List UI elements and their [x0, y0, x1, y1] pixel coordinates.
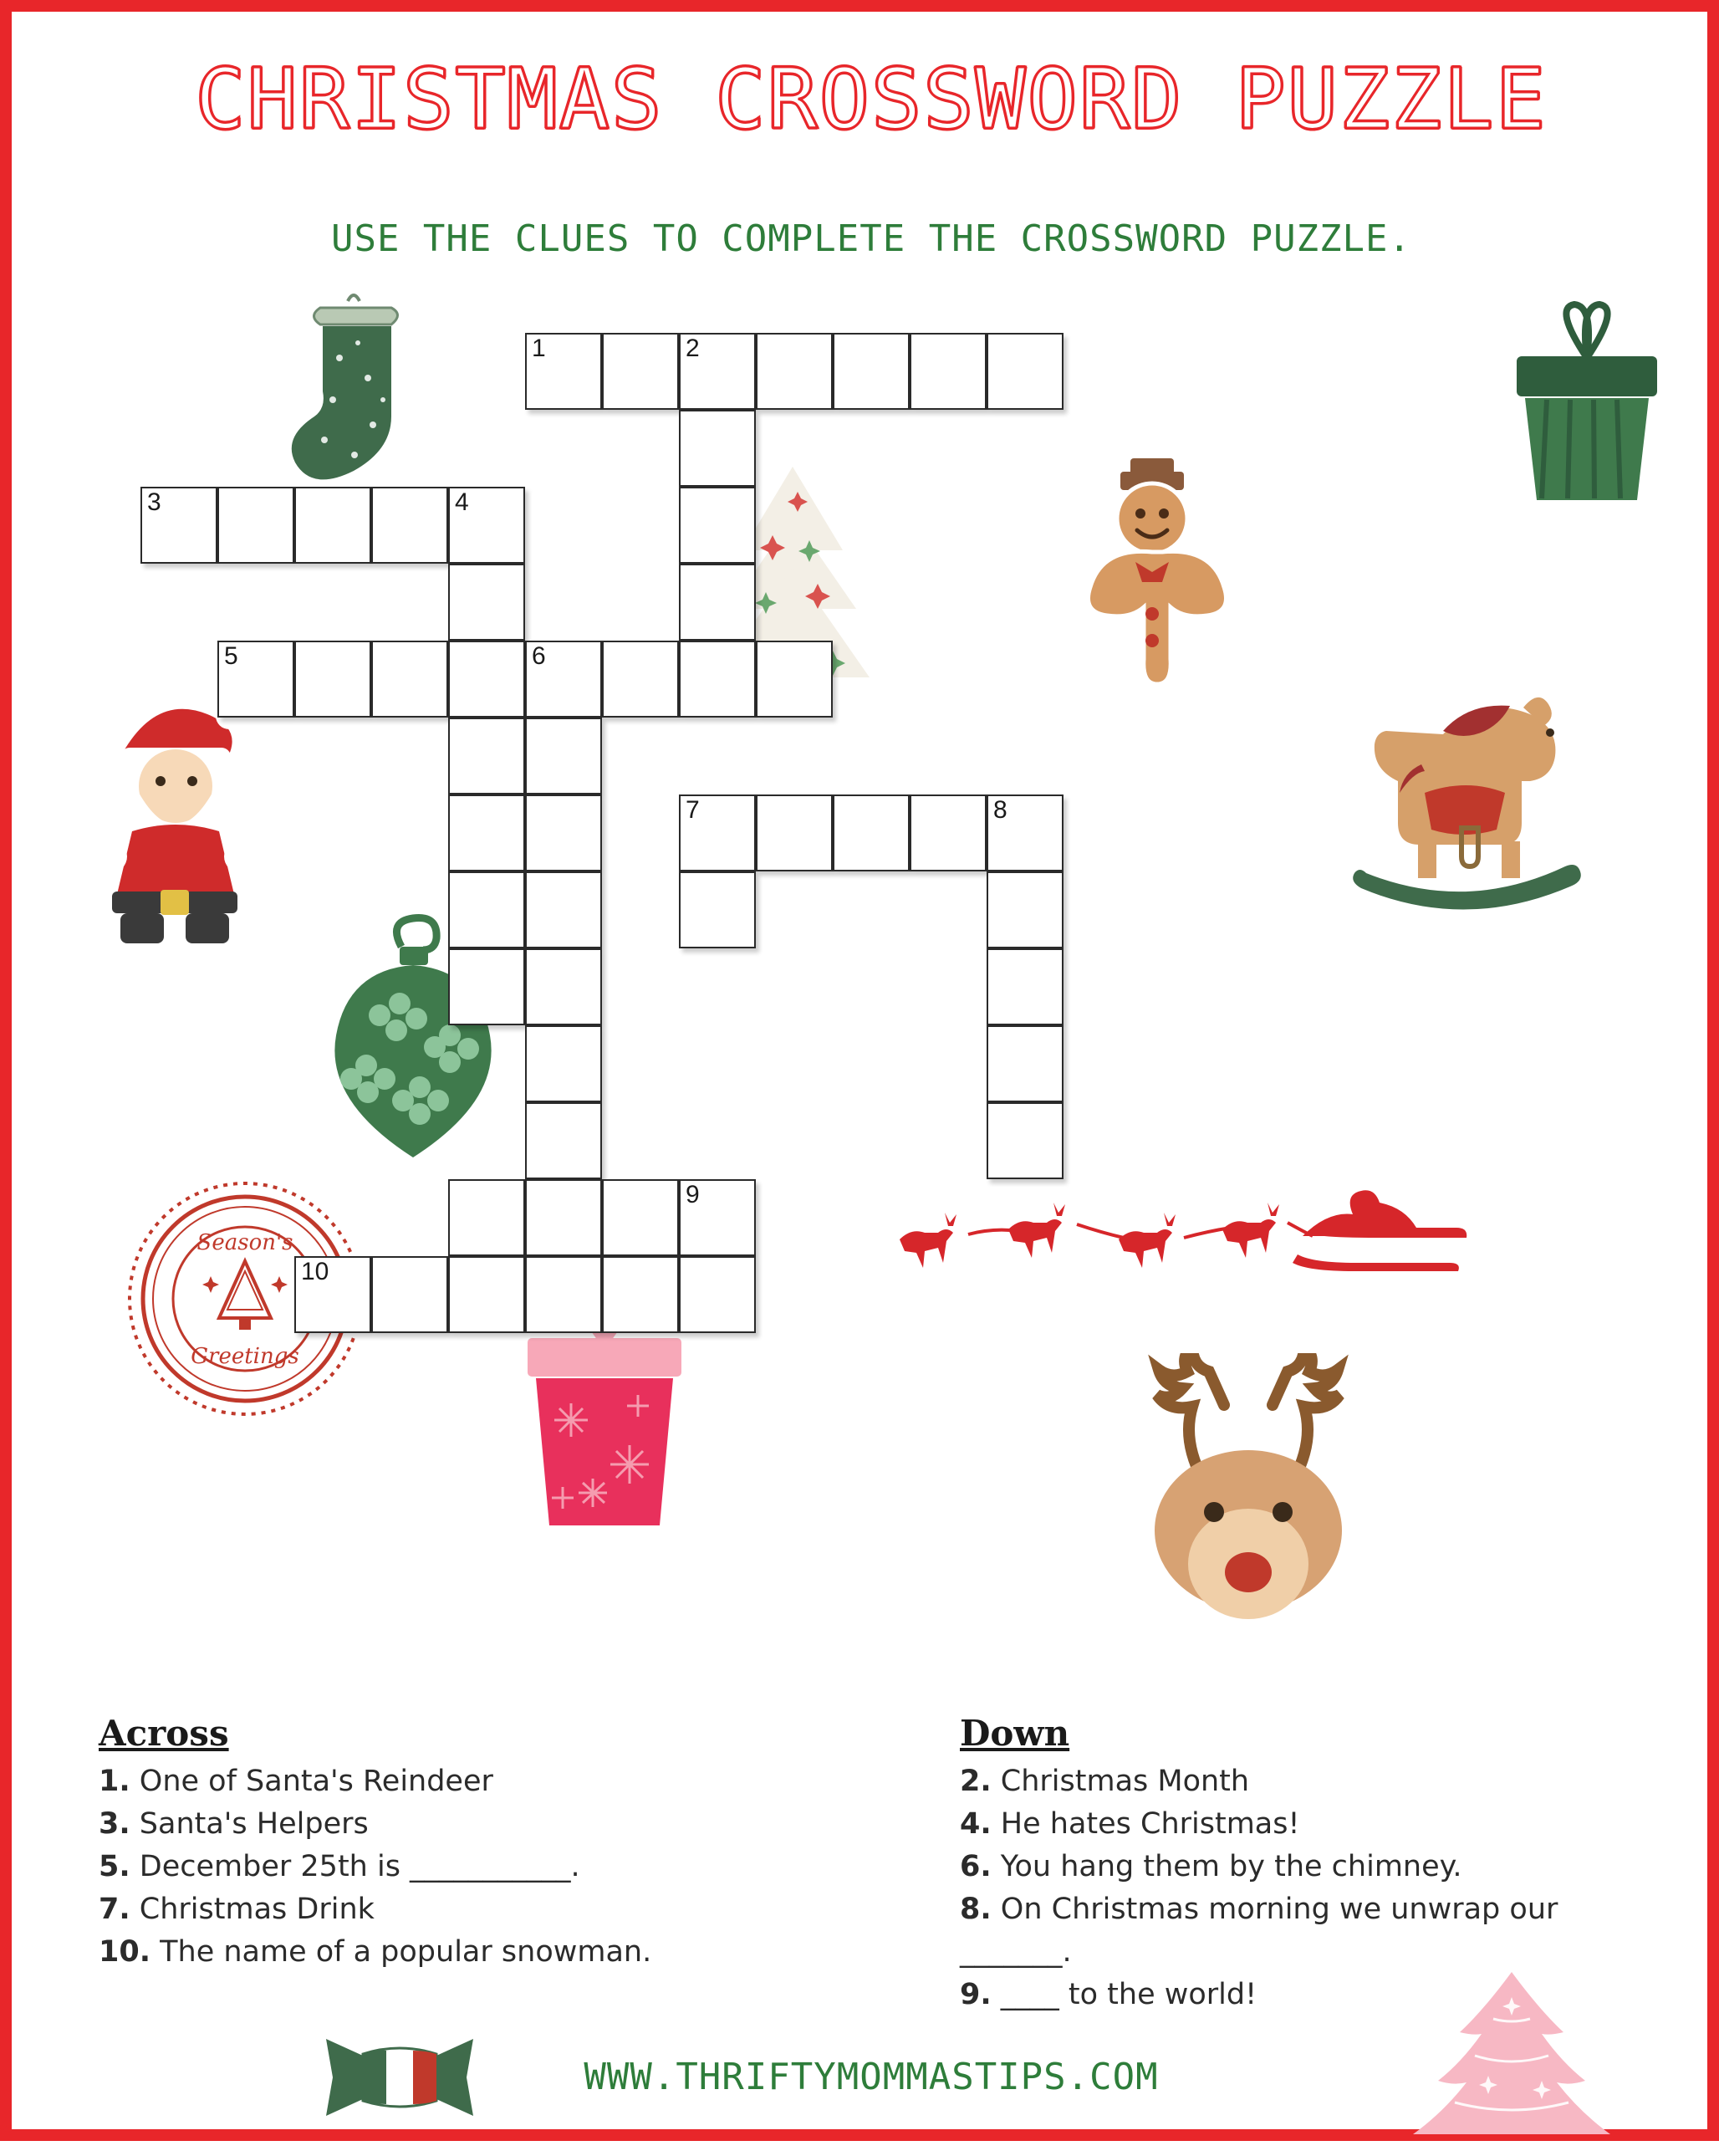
across-clue-list	[99, 1760, 851, 1974]
clue-item	[960, 1846, 1696, 1888]
crossword-cell[interactable]	[987, 1102, 1064, 1179]
crossword-cell[interactable]	[679, 641, 756, 718]
clue-text: He hates Christmas!	[991, 1807, 1300, 1841]
clue-text: Christmas Month	[991, 1765, 1250, 1798]
crossword-cell-3[interactable]	[140, 487, 217, 564]
crossword-cell[interactable]	[448, 718, 525, 794]
clues-section	[74, 1713, 1679, 2011]
crossword-cell[interactable]	[679, 564, 756, 641]
crossword-cell[interactable]	[602, 641, 679, 718]
crossword-cell[interactable]	[525, 871, 602, 948]
clue-text: Santa's Helpers	[130, 1807, 369, 1841]
crossword-cell[interactable]	[525, 1102, 602, 1179]
cell-number: 5	[224, 642, 238, 670]
crossword-cell[interactable]	[833, 333, 910, 410]
crossword-cell[interactable]	[987, 948, 1064, 1025]
clue-text: One of Santa's Reindeer	[130, 1765, 493, 1798]
crossword-cell[interactable]	[756, 794, 833, 871]
crossword-cell[interactable]	[756, 641, 833, 718]
crossword-cell[interactable]	[448, 1179, 525, 1256]
cell-number: 2	[686, 335, 700, 362]
crossword-cell[interactable]	[371, 487, 448, 564]
crossword-cell[interactable]	[679, 871, 756, 948]
crossword-cell-8[interactable]	[987, 794, 1064, 871]
cell-number: 1	[532, 335, 546, 362]
clue-item	[99, 1846, 851, 1888]
crossword-cell[interactable]	[987, 871, 1064, 948]
crossword-cell[interactable]	[448, 871, 525, 948]
crossword-cell-4[interactable]	[448, 487, 525, 564]
down-clues-column	[960, 1713, 1696, 2016]
clue-item	[960, 1888, 1696, 1931]
crossword-cell[interactable]	[833, 794, 910, 871]
crossword-grid[interactable]	[23, 23, 1719, 1729]
crossword-cell[interactable]	[910, 794, 987, 871]
clue-item	[99, 1760, 851, 1803]
crossword-cell[interactable]	[910, 333, 987, 410]
clue-number: 2.	[960, 1765, 992, 1798]
crossword-cell[interactable]	[525, 948, 602, 1025]
clue-number: 10.	[99, 1935, 151, 1969]
clue-number: 4.	[960, 1807, 992, 1841]
crossword-cell[interactable]	[679, 1256, 756, 1333]
crossword-cell-7[interactable]	[679, 794, 756, 871]
crossword-cell[interactable]	[371, 1256, 448, 1333]
clue-number: 7.	[99, 1893, 130, 1926]
crossword-cell-10[interactable]	[294, 1256, 371, 1333]
crossword-cell[interactable]	[448, 794, 525, 871]
clue-item	[99, 1803, 851, 1846]
cell-number: 9	[686, 1181, 700, 1208]
crossword-cell[interactable]	[525, 794, 602, 871]
crossword-cell[interactable]	[756, 333, 833, 410]
page-inner	[23, 23, 1719, 2141]
clue-text: December 25th is ___________.	[130, 1850, 580, 1883]
clue-text: ____ to the world!	[991, 1978, 1257, 2011]
crossword-cell[interactable]	[371, 641, 448, 718]
clue-number: 9.	[960, 1978, 992, 2011]
crossword-cell[interactable]	[602, 333, 679, 410]
crossword-cell-1[interactable]	[525, 333, 602, 410]
page-subtitle: USE THE CLUES TO COMPLETE THE CROSSWORD PUZZLE.	[330, 217, 1412, 260]
crossword-cell[interactable]	[448, 948, 525, 1025]
crossword-cell-9[interactable]	[679, 1179, 756, 1256]
crossword-cell[interactable]	[679, 487, 756, 564]
crossword-cell[interactable]	[525, 1256, 602, 1333]
crossword-cell[interactable]	[987, 333, 1064, 410]
clue-number: 5.	[99, 1850, 130, 1883]
across-clues-column	[99, 1713, 851, 1974]
cell-number: 6	[532, 642, 546, 670]
crossword-cell-2[interactable]	[679, 333, 756, 410]
clue-item	[99, 1888, 851, 1931]
stamp-line1: Season's	[196, 1230, 293, 1255]
crossword-cell[interactable]	[679, 410, 756, 487]
crossword-cell[interactable]	[602, 1179, 679, 1256]
crossword-cell-6[interactable]	[525, 641, 602, 718]
across-heading: Across	[99, 1713, 229, 1754]
clue-number: 6.	[960, 1850, 992, 1883]
crossword-cell[interactable]	[987, 1025, 1064, 1102]
cell-number: 7	[686, 796, 700, 824]
clue-number: 3.	[99, 1807, 130, 1841]
cell-number: 4	[455, 488, 469, 516]
clue-text: Christmas Drink	[130, 1893, 375, 1926]
crossword-cell[interactable]	[525, 1025, 602, 1102]
down-heading: Down	[960, 1713, 1070, 1754]
crossword-cell[interactable]	[448, 641, 525, 718]
crossword-cell[interactable]	[525, 718, 602, 794]
clue-text: On Christmas morning we unwrap our	[991, 1893, 1558, 1926]
cell-number: 3	[147, 488, 161, 516]
clue-text: The name of a popular snowman.	[150, 1935, 652, 1969]
cell-number: 10	[301, 1258, 329, 1285]
crossword-cell[interactable]	[525, 1179, 602, 1256]
clue-number: 8.	[960, 1893, 992, 1926]
clue-item	[960, 1931, 1696, 1974]
clue-item	[99, 1931, 851, 1974]
crossword-cell[interactable]	[602, 1256, 679, 1333]
stamp-line2: Greetings	[191, 1344, 299, 1369]
clue-item	[960, 1760, 1696, 1803]
page-title: CHRISTMAS CROSSWORD PUZZLE	[195, 50, 1548, 148]
crossword-cell[interactable]	[448, 564, 525, 641]
crossword-cell[interactable]	[294, 487, 371, 564]
clue-number: 1.	[99, 1765, 130, 1798]
down-clue-list	[960, 1760, 1696, 2016]
clue-item	[960, 1974, 1696, 2016]
clue-text: You hang them by the chimney.	[991, 1850, 1462, 1883]
crossword-cell[interactable]	[217, 487, 294, 564]
crossword-cell[interactable]	[448, 1256, 525, 1333]
clue-text: _______.	[960, 1935, 1072, 1969]
crossword-cell-5[interactable]	[217, 641, 294, 718]
footer-url: WWW.THRIFTYMOMMASTIPS.COM	[584, 2056, 1159, 2098]
clue-item	[960, 1803, 1696, 1846]
cell-number: 8	[993, 796, 1007, 824]
crossword-cell[interactable]	[294, 641, 371, 718]
